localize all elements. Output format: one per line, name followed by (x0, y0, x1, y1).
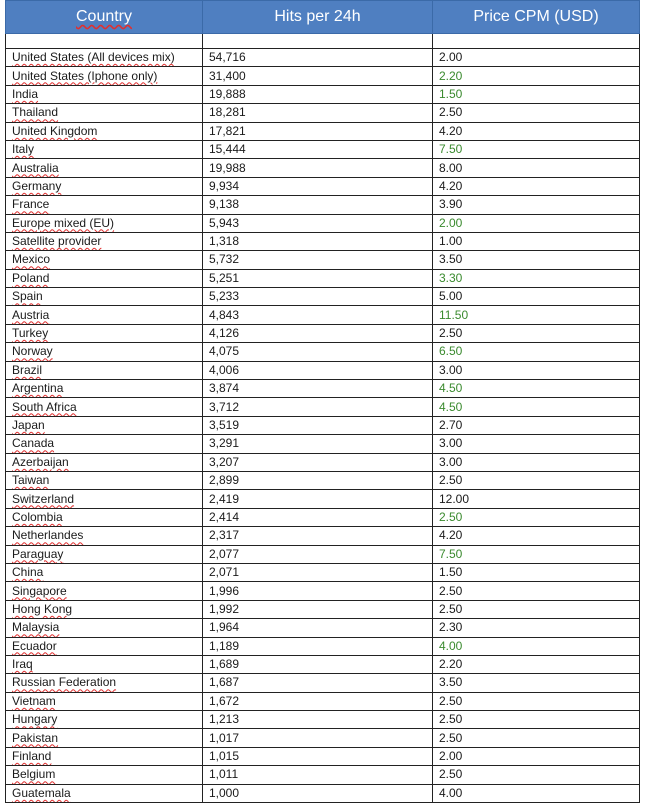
country-cell (6, 67, 203, 85)
country-cell (6, 582, 203, 600)
hits-cell: 19,988 (203, 159, 433, 177)
hits-cell: 3,874 (203, 380, 433, 398)
country-name: Paraguay (12, 546, 64, 561)
country-cell (6, 527, 203, 545)
hits-cell: 3,519 (203, 416, 433, 434)
country-name: India (12, 86, 39, 101)
price-table-container (5, 0, 639, 803)
country-name: Poland (12, 270, 50, 285)
price-cell: 2.00 (433, 747, 640, 765)
table-row (6, 747, 640, 765)
country-cell (6, 747, 203, 765)
hits-cell: 1,017 (203, 729, 433, 747)
hits-cell: 1,011 (203, 766, 433, 784)
country-cell (6, 563, 203, 581)
price-cell: 2.20 (433, 655, 640, 673)
country-cell (6, 766, 203, 784)
country-name: Japan (12, 418, 45, 432)
country-name: Netherlandes (12, 528, 84, 543)
hits-cell: 3,712 (203, 398, 433, 416)
country-name: Pakistan (12, 730, 59, 745)
price-cell: 2.30 (433, 619, 640, 637)
table-row (6, 471, 640, 489)
country-name: Canada (12, 436, 55, 451)
price-cell: 2.50 (433, 600, 640, 618)
price-cell: 1.50 (433, 563, 640, 581)
country-name: Hong Kong (12, 601, 73, 616)
hits-cell: 5,233 (203, 288, 433, 306)
country-name: Guatemala (12, 785, 71, 800)
country-cell (6, 674, 203, 692)
country-name: Switzerland (12, 491, 75, 506)
country-cell (6, 729, 203, 747)
price-cell: 2.50 (433, 729, 640, 747)
country-name: Thailand (12, 105, 59, 120)
country-cell (6, 471, 203, 489)
country-name: Azerbaijan (12, 454, 69, 469)
hits-cell: 1,213 (203, 711, 433, 729)
table-row (6, 251, 640, 269)
table-row (6, 674, 640, 692)
price-cell: 2.00 (433, 214, 640, 232)
table-row (6, 784, 640, 802)
table-row (6, 214, 640, 232)
country-name: Singapore (12, 583, 67, 598)
country-cell (6, 306, 203, 324)
table-row (6, 122, 640, 140)
table-row (6, 196, 640, 214)
table-row (6, 398, 640, 416)
hits-cell: 17,821 (203, 122, 433, 140)
country-name: Spain (12, 289, 43, 304)
hits-cell: 1,689 (203, 655, 433, 673)
hits-cell: 9,934 (203, 177, 433, 195)
country-cell (6, 85, 203, 103)
country-cell (6, 435, 203, 453)
hits-cell: 54,716 (203, 49, 433, 67)
price-cell: 3.30 (433, 269, 640, 287)
hits-cell: 1,672 (203, 692, 433, 710)
price-cell: 2.50 (433, 582, 640, 600)
country-cell (6, 122, 203, 140)
price-cell: 4.50 (433, 380, 640, 398)
hits-cell: 1,318 (203, 232, 433, 250)
country-name: Taiwan (12, 473, 50, 488)
hits-cell: 1,687 (203, 674, 433, 692)
country-name: Russian Federation (12, 675, 117, 690)
country-cell (6, 490, 203, 508)
table-row (6, 324, 640, 342)
hits-cell: 1,996 (203, 582, 433, 600)
price-cell: 2.50 (433, 471, 640, 489)
table-row (6, 49, 640, 67)
price-cell: 2.20 (433, 67, 640, 85)
table-row (6, 361, 640, 379)
price-cell: 7.50 (433, 140, 640, 158)
country-name: Mexico (12, 252, 51, 267)
country-cell (6, 232, 203, 250)
country-cell (6, 324, 203, 342)
country-cell (6, 269, 203, 287)
country-name: United States (Iphone only) (12, 68, 158, 83)
country-cell (6, 637, 203, 655)
header-country: Country (6, 1, 203, 34)
spacer-cell (203, 34, 433, 49)
country-cell (6, 398, 203, 416)
table-row (6, 67, 640, 85)
table-row (6, 269, 640, 287)
table-row (6, 766, 640, 784)
country-cell (6, 711, 203, 729)
table-row (6, 527, 640, 545)
hits-cell: 4,006 (203, 361, 433, 379)
table-body (6, 34, 640, 803)
country-cell (6, 251, 203, 269)
hits-cell: 2,414 (203, 508, 433, 526)
country-cell (6, 177, 203, 195)
country-cell (6, 655, 203, 673)
price-cell: 4.20 (433, 122, 640, 140)
price-cell: 11.50 (433, 306, 640, 324)
price-cell: 4.00 (433, 784, 640, 802)
hits-cell: 2,077 (203, 545, 433, 563)
country-cell (6, 508, 203, 526)
country-name: South Africa (12, 399, 77, 414)
price-cell: 5.00 (433, 288, 640, 306)
price-cell: 1.00 (433, 232, 640, 250)
table-row (6, 288, 640, 306)
hits-cell: 1,189 (203, 637, 433, 655)
country-cell (6, 380, 203, 398)
hits-cell: 2,317 (203, 527, 433, 545)
price-cell: 2.50 (433, 711, 640, 729)
table-row (6, 453, 640, 471)
table-row (6, 416, 640, 434)
table-row (6, 140, 640, 158)
price-table (5, 0, 640, 803)
country-cell (6, 784, 203, 802)
price-cell: 3.50 (433, 251, 640, 269)
table-row (6, 159, 640, 177)
country-name: Finland (12, 749, 52, 764)
hits-cell: 4,126 (203, 324, 433, 342)
country-name: Colombia (12, 509, 63, 524)
price-cell: 4.00 (433, 637, 640, 655)
price-cell: 2.70 (433, 416, 640, 434)
country-name: France (12, 197, 50, 212)
hits-cell: 1,000 (203, 784, 433, 802)
country-name: Italy (12, 142, 35, 157)
price-cell: 4.20 (433, 527, 640, 545)
table-row (6, 563, 640, 581)
table-row (6, 655, 640, 673)
country-cell (6, 361, 203, 379)
price-cell: 3.50 (433, 674, 640, 692)
hits-cell: 1,015 (203, 747, 433, 765)
country-name: Norway (12, 344, 53, 359)
price-cell: 2.50 (433, 766, 640, 784)
hits-cell: 15,444 (203, 140, 433, 158)
hits-cell: 3,207 (203, 453, 433, 471)
country-name: Vietnam (12, 693, 56, 708)
hits-cell: 19,888 (203, 85, 433, 103)
country-name: United Kingdom (12, 123, 98, 138)
table-row (6, 637, 640, 655)
table-row (6, 508, 640, 526)
country-name: China (12, 565, 44, 580)
hits-cell: 4,843 (203, 306, 433, 324)
hits-cell: 18,281 (203, 104, 433, 122)
country-cell (6, 619, 203, 637)
table-row (6, 306, 640, 324)
country-name: Germany (12, 178, 62, 193)
price-cell: 3.90 (433, 196, 640, 214)
price-cell: 4.20 (433, 177, 640, 195)
hits-cell: 5,732 (203, 251, 433, 269)
country-cell (6, 453, 203, 471)
country-cell (6, 692, 203, 710)
price-cell: 2.50 (433, 692, 640, 710)
country-name: Brazil (12, 362, 43, 377)
country-cell (6, 288, 203, 306)
country-cell (6, 416, 203, 434)
country-cell (6, 600, 203, 618)
table-row (6, 692, 640, 710)
table-header (6, 1, 640, 34)
country-cell (6, 140, 203, 158)
table-row (6, 380, 640, 398)
price-cell: 3.00 (433, 435, 640, 453)
country-cell (6, 159, 203, 177)
hits-cell: 3,291 (203, 435, 433, 453)
table-row (6, 343, 640, 361)
spacer-row (6, 34, 640, 49)
table-row (6, 711, 640, 729)
price-cell: 2.00 (433, 49, 640, 67)
price-cell: 7.50 (433, 545, 640, 563)
table-row (6, 177, 640, 195)
table-row (6, 600, 640, 618)
hits-cell: 1,992 (203, 600, 433, 618)
country-name: Hungary (12, 712, 58, 727)
table-row (6, 85, 640, 103)
hits-cell: 5,251 (203, 269, 433, 287)
country-name: United States (All devices mix) (12, 50, 175, 65)
table-row (6, 490, 640, 508)
country-name: Austria (12, 307, 50, 322)
hits-cell: 2,071 (203, 563, 433, 581)
country-name: Argentina (12, 381, 64, 396)
price-cell: 3.00 (433, 361, 640, 379)
country-name: Australia (12, 160, 59, 175)
price-cell: 1.50 (433, 85, 640, 103)
hits-cell: 4,075 (203, 343, 433, 361)
table-row (6, 104, 640, 122)
hits-cell: 2,899 (203, 471, 433, 489)
table-row (6, 545, 640, 563)
table-row (6, 582, 640, 600)
country-name: Belgium (12, 767, 56, 782)
country-name: Turkey (12, 326, 49, 341)
price-cell: 2.50 (433, 104, 640, 122)
table-row (6, 619, 640, 637)
price-cell: 4.50 (433, 398, 640, 416)
country-name: Iraq (12, 657, 33, 672)
country-cell (6, 49, 203, 67)
price-cell: 8.00 (433, 159, 640, 177)
country-name: Satellite provider (12, 234, 102, 249)
price-cell: 2.50 (433, 324, 640, 342)
spacer-cell (6, 34, 203, 49)
hits-cell: 1,964 (203, 619, 433, 637)
country-cell (6, 104, 203, 122)
country-cell (6, 545, 203, 563)
table-row (6, 232, 640, 250)
header-hits: Hits per 24h (203, 1, 433, 34)
country-cell (6, 343, 203, 361)
country-cell (6, 214, 203, 232)
table-row (6, 729, 640, 747)
price-cell: 6.50 (433, 343, 640, 361)
country-name: Europe mixed (EU) (12, 215, 115, 230)
hits-cell: 9,138 (203, 196, 433, 214)
price-cell: 12.00 (433, 490, 640, 508)
spacer-cell (433, 34, 640, 49)
header-price: Price CPM (USD) (433, 1, 640, 34)
country-name: Ecuador (12, 638, 57, 653)
hits-cell: 2,419 (203, 490, 433, 508)
price-cell: 3.00 (433, 453, 640, 471)
price-cell: 2.50 (433, 508, 640, 526)
country-cell (6, 196, 203, 214)
table-row (6, 435, 640, 453)
hits-cell: 31,400 (203, 67, 433, 85)
country-name: Malaysia (12, 620, 60, 635)
hits-cell: 5,943 (203, 214, 433, 232)
